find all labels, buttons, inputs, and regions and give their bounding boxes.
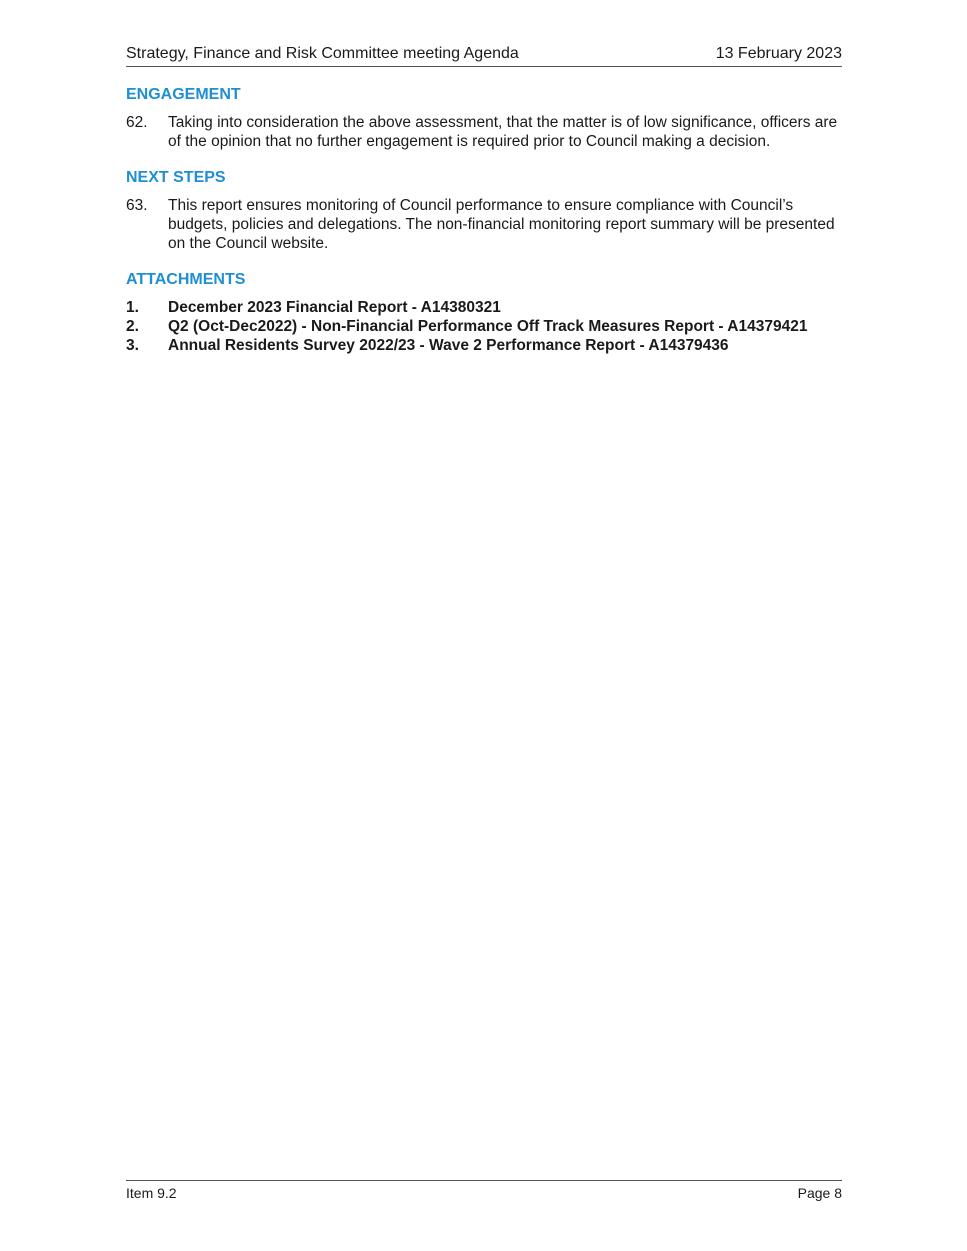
- attachment-item: [126, 298, 842, 317]
- paragraph-number: 63.: [126, 197, 148, 214]
- attachment-number: 3.: [126, 337, 139, 354]
- paragraph-text: Taking into consideration the above assessment, that the matter is of low significance, officers are of the opinion that no further engagement is required prior to Council making a decision.: [168, 114, 838, 150]
- paragraph-number: 62.: [126, 114, 148, 131]
- header-title: Strategy, Finance and Risk Committee meeting Agenda: [126, 45, 519, 62]
- document-page: [126, 0, 842, 1251]
- attachment-title: December 2023 Financial Report - A14380321: [168, 299, 501, 316]
- next-steps-section: [126, 168, 842, 253]
- attachment-number: 1.: [126, 299, 139, 316]
- attachments-heading: ATTACHMENTS: [126, 271, 246, 288]
- attachment-number: 2.: [126, 318, 139, 335]
- next-steps-heading: NEXT STEPS: [126, 169, 226, 186]
- page-content: [126, 85, 842, 355]
- engagement-section: [126, 85, 842, 151]
- attachment-title: Q2 (Oct-Dec2022) - Non-Financial Performance Off Track Measures Report - A14379421: [168, 318, 808, 335]
- footer-page-number: Page 8: [797, 1185, 842, 1201]
- paragraph-62: [126, 113, 842, 151]
- header-date: 13 February 2023: [715, 45, 842, 62]
- page-footer: [126, 1180, 842, 1201]
- attachments-list: [126, 298, 842, 355]
- attachment-item: [126, 317, 842, 336]
- paragraph-63: [126, 196, 842, 253]
- engagement-heading: ENGAGEMENT: [126, 86, 241, 103]
- page-header: [126, 44, 842, 67]
- footer-item-label: Item 9.2: [126, 1185, 177, 1201]
- attachments-section: [126, 270, 842, 355]
- paragraph-text: This report ensures monitoring of Council performance to ensure compliance with Council’s budgets, policies and delegations. The non-financial monitoring report summary will be presented on the Council website.: [168, 197, 835, 252]
- attachment-item: [126, 336, 842, 355]
- attachment-title: Annual Residents Survey 2022/23 - Wave 2 Performance Report - A14379436: [168, 337, 729, 354]
